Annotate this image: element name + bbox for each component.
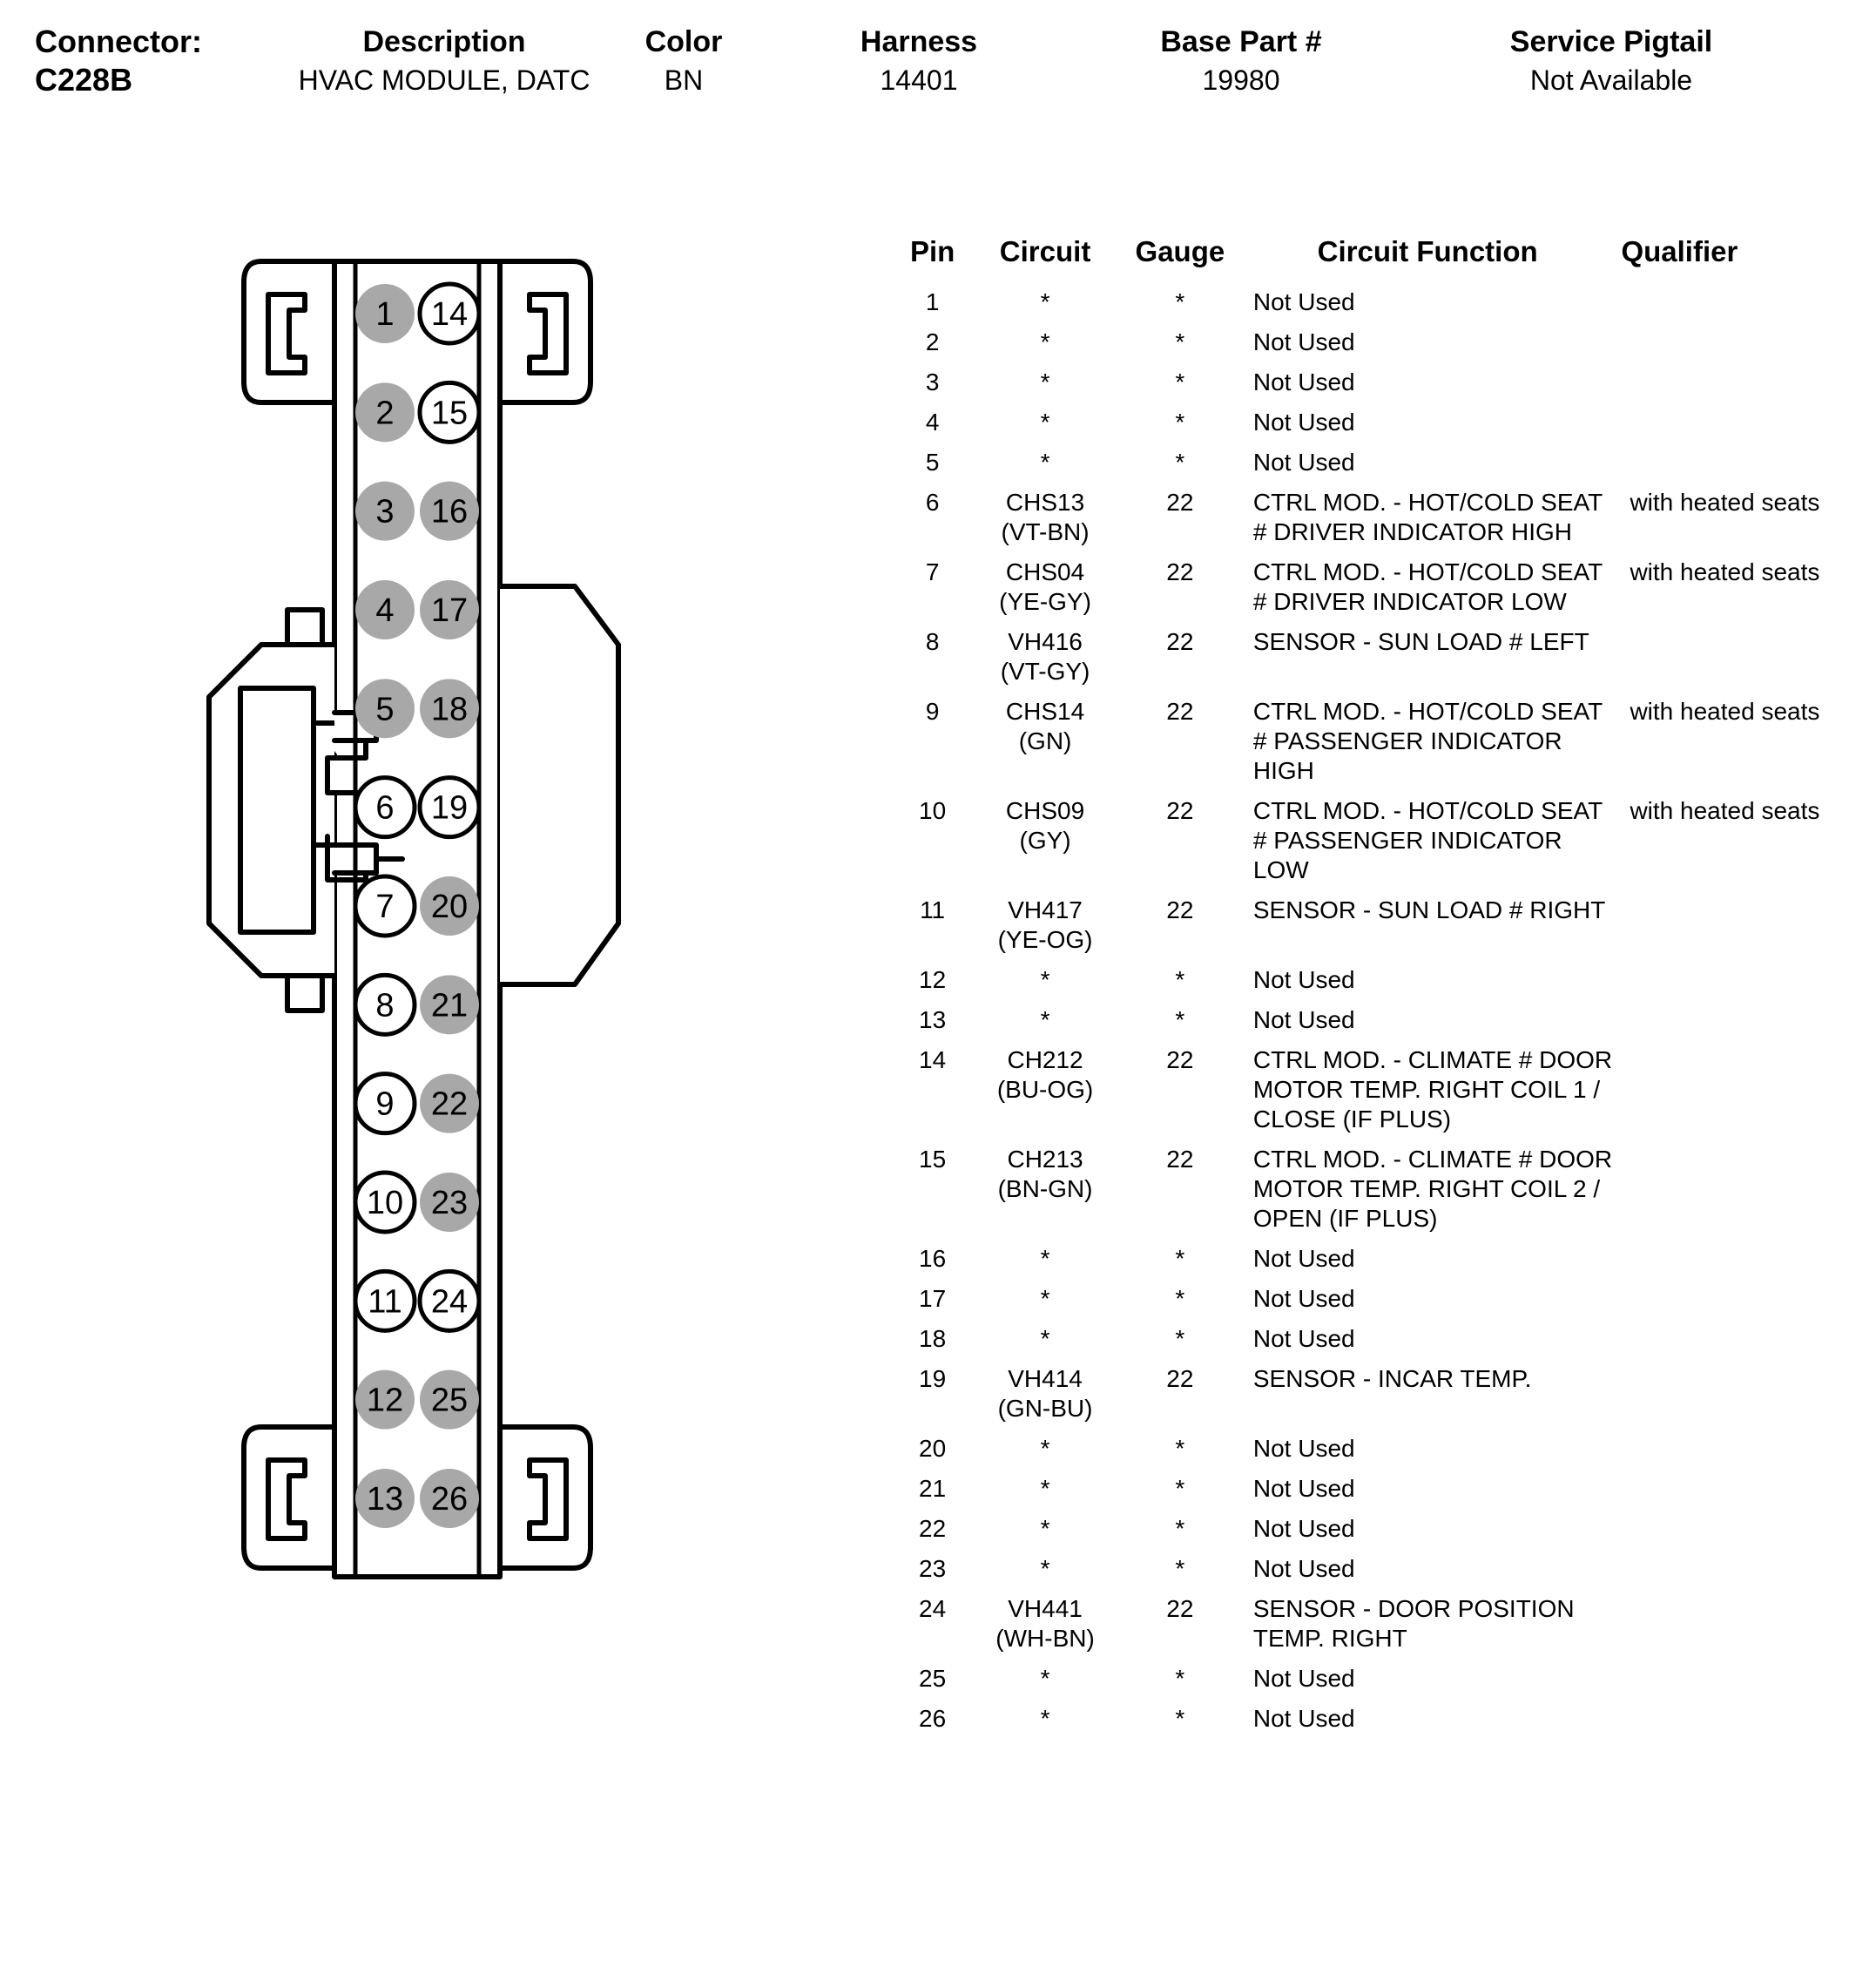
connector-value: C228B [35,62,133,98]
table-row [897,1145,1820,1244]
harness-label: Harness [860,25,978,58]
cell-gauge: 22 [1166,628,1194,655]
cell-function: CTRL MOD. - CLIMATE # DOOR MOTOR TEMP. RIGHT COIL 2 / OPEN (IF PLUS) [1252,1146,1613,1232]
connector-label: Connector: [35,24,202,59]
cell-qualifier [1617,1594,1820,1664]
pin-number-13: 13 [366,1481,404,1518]
cell-gauge: * [1175,328,1185,355]
cell-pin: 5 [925,449,940,476]
cell-pin: 9 [925,698,940,725]
description-value: HVAC MODULE, DATC [298,64,590,96]
cell-function: CTRL MOD. - HOT/COLD SEAT # PASSENGER INDICATOR HIGH [1252,698,1603,784]
cell-pin: 26 [919,1705,947,1732]
cell-gauge: * [1175,1006,1185,1033]
connector-id-block [35,23,244,99]
cell-circuit: VH417 (YE-OG) [997,896,1093,953]
pin-number-2: 2 [375,395,395,432]
pin-number-9: 9 [375,1085,395,1123]
cell-gauge: * [1175,369,1185,396]
cell-gauge: * [1175,1475,1185,1502]
base-part-label: Base Part # [1160,25,1322,58]
cell-circuit: VH441 (WH-BN) [995,1595,1095,1652]
cell-gauge: * [1175,409,1185,436]
pin-number-22: 22 [430,1085,469,1123]
cell-gauge: 22 [1166,1595,1194,1622]
cell-circuit: CH213 (BN-GN) [997,1146,1093,1202]
cell-qualifier [1617,287,1820,328]
column-header-pin: Pin [909,235,955,267]
table-row [897,1364,1820,1434]
pin-number-17: 17 [430,592,469,629]
cell-circuit: * [1040,1325,1050,1352]
table-row [897,287,1820,328]
cell-pin: 3 [925,369,940,396]
cell-pin: 11 [920,896,946,923]
pin-number-16: 16 [430,493,469,531]
cell-qualifier [1617,328,1820,368]
cell-qualifier: with heated seats [1630,558,1820,585]
service-pigtail-label: Service Pigtail [1509,25,1713,58]
cell-gauge: * [1175,1245,1185,1272]
cell-qualifier [1617,1284,1820,1324]
cell-pin: 15 [919,1146,947,1173]
table-row [897,558,1820,627]
cell-gauge: 22 [1166,1046,1194,1073]
cell-gauge: * [1175,1285,1185,1312]
cell-function: Not Used [1252,1515,1355,1542]
table-row [897,1244,1820,1284]
description-label: Description [362,25,526,58]
cell-qualifier [1617,1324,1820,1364]
column-header-qualifier: Qualifier [1621,235,1738,267]
cell-pin: 6 [925,489,940,516]
cell-qualifier [1617,1145,1820,1244]
cell-qualifier [1617,965,1820,1005]
cell-circuit: CH212 (BU-OG) [996,1046,1094,1103]
cell-function: Not Used [1252,1475,1355,1502]
cell-function: Not Used [1252,409,1355,436]
cell-gauge: * [1175,1665,1185,1692]
harness-block [819,23,1019,99]
cell-pin: 20 [919,1435,947,1462]
cell-function: Not Used [1252,449,1355,476]
pin-table-container [897,235,1829,1744]
cell-pin: 14 [919,1046,947,1073]
cell-pin: 12 [919,966,947,993]
table-row [897,1704,1820,1744]
cell-function: Not Used [1252,1285,1355,1312]
cell-circuit: * [1040,288,1050,315]
cell-pin: 8 [925,628,940,655]
cell-pin: 10 [919,797,947,824]
cell-qualifier: with heated seats [1630,698,1820,725]
cell-circuit: * [1040,328,1050,355]
column-header-circuit: Circuit [999,235,1091,267]
cell-qualifier: with heated seats [1630,797,1820,824]
cell-gauge: 22 [1166,558,1194,585]
cell-function: CTRL MOD. - HOT/COLD SEAT # DRIVER INDICATOR LOW [1252,558,1603,615]
pin-number-3: 3 [375,493,395,531]
cell-qualifier [1617,1554,1820,1594]
cell-pin: 19 [919,1365,947,1392]
cell-qualifier [1617,1474,1820,1514]
table-row [897,1045,1820,1145]
pin-number-1: 1 [375,296,395,333]
table-row [897,1284,1820,1324]
cell-qualifier [1617,1364,1820,1434]
cell-circuit: VH416 (VT-GY) [1000,628,1090,685]
column-header-function: Circuit Function [1317,235,1538,267]
table-row [897,965,1820,1005]
cell-function: Not Used [1252,1006,1355,1033]
column-header-gauge: Gauge [1135,235,1225,267]
pin-number-19: 19 [430,789,469,827]
cell-function: Not Used [1252,1325,1355,1352]
cell-function: SENSOR - INCAR TEMP. [1252,1365,1532,1392]
cell-circuit: * [1040,1475,1050,1502]
cell-gauge: * [1175,449,1185,476]
pin-number-21: 21 [430,987,469,1024]
pin-table [897,235,1820,1744]
header [0,23,1849,153]
cell-gauge: * [1175,966,1185,993]
pin-number-5: 5 [375,691,395,728]
cell-pin: 1 [925,288,940,315]
connector-diagram [157,235,766,1594]
table-row [897,368,1820,408]
table-row [897,1434,1820,1474]
cell-function: CTRL MOD. - HOT/COLD SEAT # PASSENGER INDICATOR LOW [1252,797,1603,883]
pin-number-6: 6 [375,789,395,827]
cell-function: Not Used [1252,288,1355,315]
cell-circuit: * [1040,409,1050,436]
cell-circuit: CHS13 (VT-BN) [1001,489,1090,545]
table-row [897,328,1820,368]
cell-circuit: * [1040,449,1050,476]
color-label: Color [644,25,723,58]
cell-pin: 7 [925,558,940,585]
cell-qualifier [1617,627,1820,697]
cell-function: Not Used [1252,369,1355,396]
table-row [897,1664,1820,1704]
cell-gauge: * [1175,1435,1185,1462]
pin-number-4: 4 [375,592,395,629]
service-pigtail-block [1446,23,1777,99]
cell-circuit: * [1040,1515,1050,1542]
cell-function: SENSOR - DOOR POSITION TEMP. RIGHT [1252,1595,1575,1652]
base-part-block [1115,23,1367,99]
table-row [897,448,1820,488]
cell-function: Not Used [1252,328,1355,355]
table-row [897,1514,1820,1554]
pin-number-24: 24 [430,1283,469,1321]
connector-svg [157,235,766,1594]
pin-number-15: 15 [430,395,469,432]
cell-pin: 4 [925,409,940,436]
cell-qualifier [1617,1244,1820,1284]
cell-pin: 18 [919,1325,947,1352]
cell-function: SENSOR - SUN LOAD # LEFT [1252,628,1589,655]
cell-gauge: * [1175,288,1185,315]
cell-gauge: * [1175,1555,1185,1582]
cell-function: SENSOR - SUN LOAD # RIGHT [1252,896,1606,923]
pin-number-7: 7 [375,889,395,925]
cell-circuit: * [1040,966,1050,993]
cell-pin: 17 [919,1285,947,1312]
cell-function: Not Used [1252,1245,1355,1272]
table-row [897,1324,1820,1364]
cell-circuit: * [1040,1435,1050,1462]
pin-number-14: 14 [430,296,469,333]
cell-qualifier [1617,368,1820,408]
description-block [296,23,592,99]
cell-circuit: * [1040,1665,1050,1692]
cell-circuit: CHS14 (GN) [1005,698,1085,754]
cell-function: Not Used [1252,1705,1355,1732]
table-row [897,488,1820,558]
cell-function: CTRL MOD. - HOT/COLD SEAT # DRIVER INDICATOR HIGH [1252,489,1603,545]
cell-pin: 24 [919,1595,947,1622]
pin-table-body [897,287,1820,1744]
cell-pin: 16 [919,1245,947,1272]
harness-value: 14401 [880,64,958,96]
pin-number-20: 20 [430,889,469,925]
table-row [897,408,1820,448]
cell-pin: 2 [925,328,940,355]
cell-gauge: 22 [1166,797,1194,824]
table-row [897,627,1820,697]
cell-circuit: * [1040,1555,1050,1582]
cell-circuit: VH414 (GN-BU) [997,1365,1093,1422]
cell-pin: 25 [919,1665,947,1692]
service-pigtail-value: Not Available [1529,64,1693,96]
cell-qualifier [1617,1045,1820,1145]
cell-gauge: 22 [1166,1146,1194,1173]
cell-pin: 22 [919,1515,947,1542]
cell-circuit: CHS04 (YE-GY) [999,558,1091,615]
cell-gauge: 22 [1166,489,1194,516]
pin-number-26: 26 [430,1481,469,1518]
pin-number-11: 11 [368,1283,402,1321]
cell-circuit: * [1040,1006,1050,1033]
pin-number-18: 18 [430,691,469,728]
cell-pin: 23 [919,1555,947,1582]
cell-pin: 13 [919,1006,947,1033]
pin-number-23: 23 [430,1185,469,1221]
pin-number-25: 25 [430,1382,469,1419]
table-row [897,1005,1820,1045]
cell-qualifier [1617,448,1820,488]
cell-gauge: * [1175,1705,1185,1732]
cell-gauge: * [1175,1515,1185,1542]
cell-circuit: * [1040,1705,1050,1732]
cell-gauge: * [1175,1325,1185,1352]
table-row [897,697,1820,796]
color-block [610,23,758,99]
cell-qualifier [1617,1704,1820,1744]
cell-gauge: 22 [1166,698,1194,725]
cell-qualifier: with heated seats [1630,489,1820,516]
cell-qualifier [1617,408,1820,448]
table-row [897,1474,1820,1514]
cell-pin: 21 [919,1475,947,1502]
cell-qualifier [1617,1514,1820,1554]
cell-circuit: * [1040,1245,1050,1272]
pin-number-12: 12 [366,1382,404,1419]
cell-function: Not Used [1252,1435,1355,1462]
cell-function: Not Used [1252,966,1355,993]
color-value: BN [664,64,704,96]
table-row [897,896,1820,965]
table-row [897,1594,1820,1664]
base-part-value: 19980 [1202,64,1280,96]
pin-number-10: 10 [366,1185,404,1221]
cell-circuit: CHS09 (GY) [1005,797,1085,854]
cell-gauge: 22 [1166,896,1194,923]
pin-number-8: 8 [375,987,395,1024]
table-row [897,796,1820,896]
cell-function: CTRL MOD. - CLIMATE # DOOR MOTOR TEMP. RIGHT COIL 1 / CLOSE (IF PLUS) [1252,1046,1613,1133]
cell-circuit: * [1040,369,1050,396]
table-header-row [897,235,1820,287]
cell-function: Not Used [1252,1665,1355,1692]
cell-qualifier [1617,1005,1820,1045]
cell-circuit: * [1040,1285,1050,1312]
cell-gauge: 22 [1166,1365,1194,1392]
cell-qualifier [1617,896,1820,965]
cell-qualifier [1617,1664,1820,1704]
table-row [897,1554,1820,1594]
cell-qualifier [1617,1434,1820,1474]
cell-function: Not Used [1252,1555,1355,1582]
